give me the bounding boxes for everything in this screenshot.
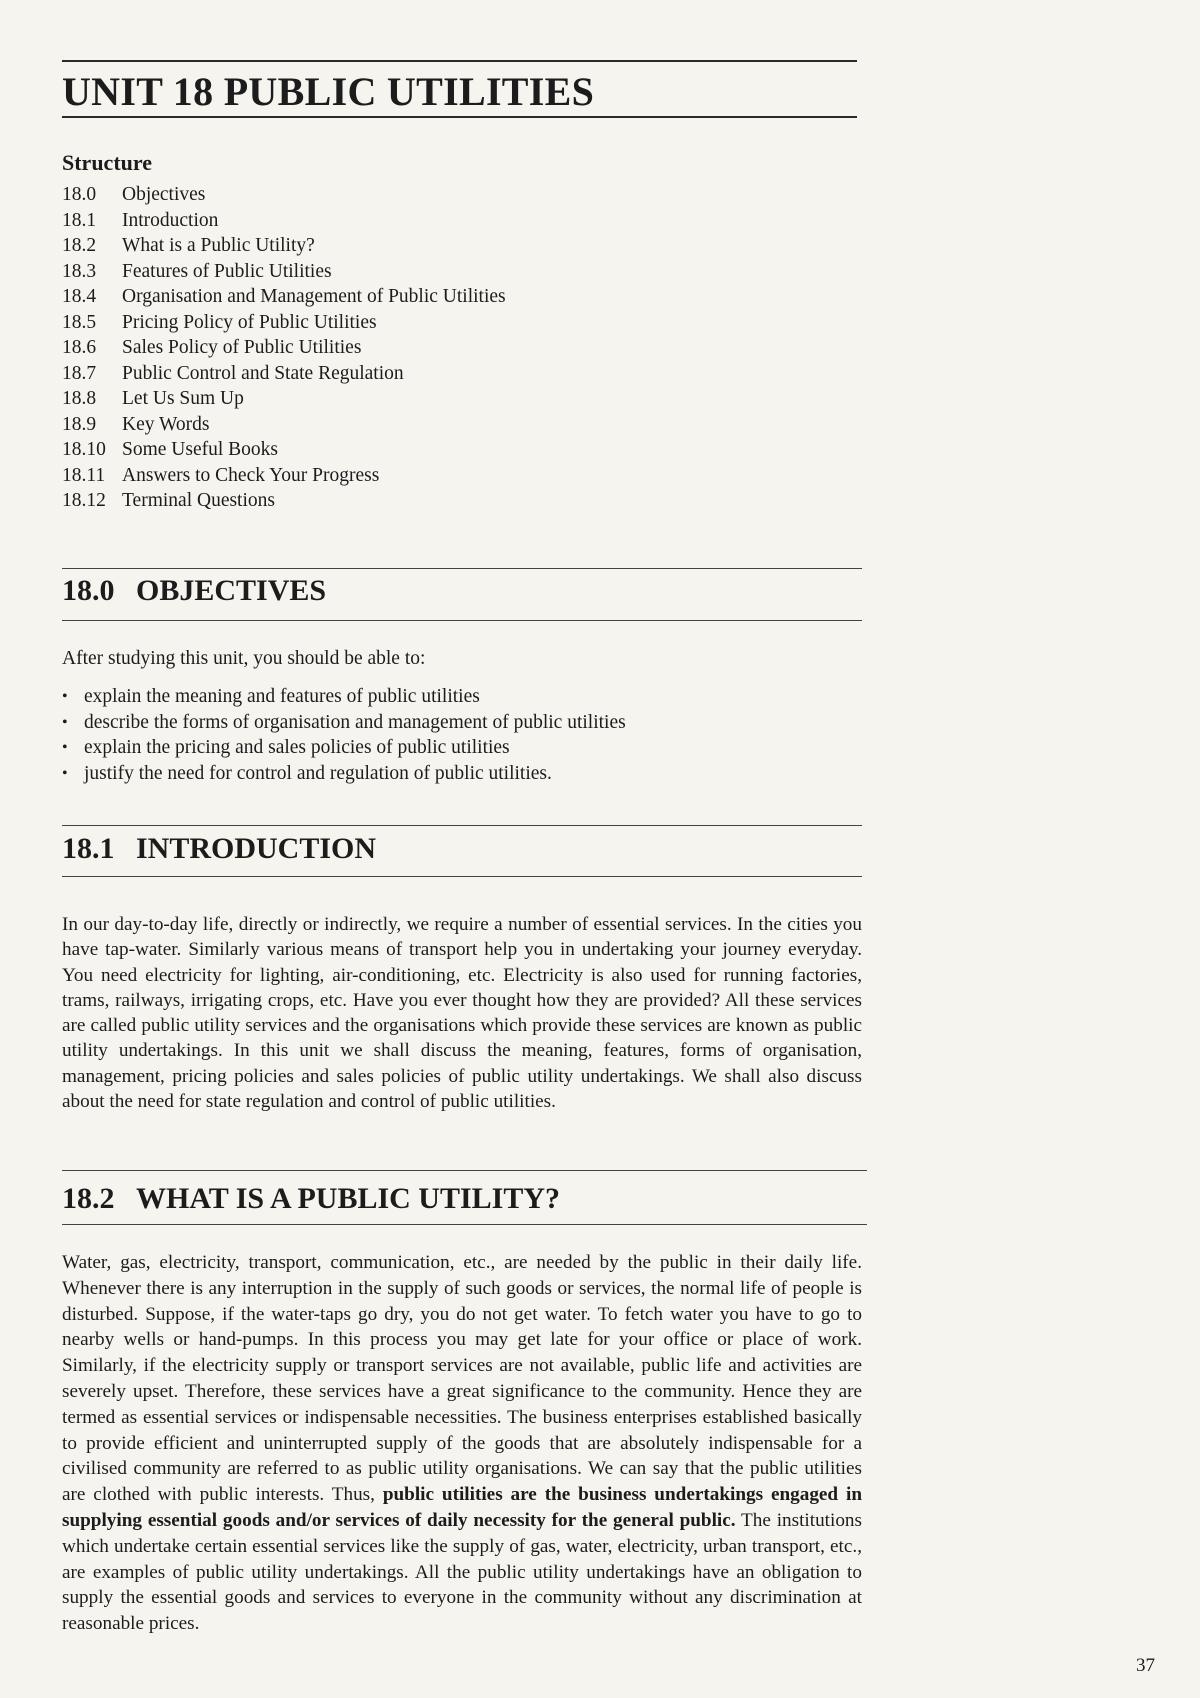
- objectives-bottom-rule: [62, 620, 862, 621]
- objective-item: [62, 710, 762, 736]
- structure-item-number: 18.1: [62, 209, 97, 231]
- structure-item-number: 18.6: [62, 337, 97, 358]
- public-utility-bottom-rule: [62, 1224, 867, 1225]
- introduction-title: INTRODUCTION: [136, 832, 377, 865]
- structure-item-number: 18.10: [62, 439, 106, 460]
- objective-item: [62, 684, 762, 710]
- structure-item-number: 18.5: [62, 311, 97, 333]
- objective-text: explain the pricing and sales policies of public utilities: [84, 737, 510, 758]
- structure-item-label: Let Us Sum Up: [122, 388, 244, 409]
- structure-item: [62, 310, 662, 336]
- public-utility-title: WHAT IS A PUBLIC UTILITY?: [136, 1182, 561, 1215]
- structure-item-label: Organisation and Management of Public Utilities: [122, 286, 506, 307]
- structure-item-number: 18.11: [62, 464, 106, 486]
- structure-item-label: Public Control and State Regulation: [122, 362, 404, 384]
- structure-item-number: 18.9: [62, 413, 97, 435]
- introduction-bottom-rule: [62, 876, 862, 877]
- structure-item-number: 18.0: [62, 184, 97, 205]
- structure-item-label: What is a Public Utility?: [122, 235, 315, 256]
- objective-text: justify the need for control and regulation of public utilities.: [84, 762, 552, 784]
- structure-item: [62, 208, 662, 234]
- structure-item-label: Objectives: [122, 184, 206, 205]
- objectives-list: [62, 684, 762, 786]
- public-utility-paragraph: [62, 1250, 862, 1637]
- introduction-heading: [62, 832, 376, 866]
- structure-list: [62, 182, 662, 514]
- structure-heading: Structure: [62, 150, 153, 175]
- structure-item: [62, 412, 662, 438]
- structure-item: [62, 233, 662, 259]
- structure-item-number: 18.4: [62, 286, 97, 307]
- structure-item-number: 18.12: [62, 490, 106, 511]
- public-utility-text-part1: Water, gas, electricity, transport, communication, etc., are needed by the public in their daily life. Whenever there is any interruption in the supply of such goods or services, the normal life of people is disturbed. Suppose, if the water-taps go dry, you do not get water. To fetch water you have to go to nearby wells or hand-pumps. In this process you may get late for your office or place of work. Similarly, if the electricity supply or transport services are not available, public life and activities are severely upset. Therefore, these services have a great significance to the community. Hence they are termed as essential services or indispensable necessities. The business enterprises established basically to provide efficient and uninterrupted supply of the goods that are absolutely indispensable for a civilised community are referred to as public utility organisations. We can say that the public utilities are clothed with public interests. Thus,: [62, 1252, 862, 1506]
- objective-item: [62, 761, 762, 787]
- title-top-rule: [62, 60, 857, 62]
- introduction-number: 18.1: [62, 832, 115, 865]
- structure-item: [62, 259, 662, 285]
- structure-item-label: Some Useful Books: [122, 439, 278, 460]
- structure-item-label: Sales Policy of Public Utilities: [122, 337, 362, 358]
- structure-item-label: Features of Public Utilities: [122, 260, 332, 282]
- objectives-intro: After studying this unit, you should be able to:: [62, 648, 426, 669]
- structure-item: [62, 386, 662, 412]
- bullet-icon: •: [62, 688, 68, 705]
- objectives-top-rule: [62, 568, 862, 569]
- structure-item: [62, 437, 662, 463]
- structure-item-label: Pricing Policy of Public Utilities: [122, 311, 377, 333]
- structure-item-label: Terminal Questions: [122, 490, 275, 511]
- objective-text: describe the forms of organisation and management of public utilities: [84, 711, 626, 733]
- public-utility-heading: [62, 1182, 560, 1216]
- public-utility-top-rule: [62, 1170, 867, 1171]
- bullet-icon: •: [62, 764, 68, 782]
- public-utility-definition: public utilities are the business undertakings engaged in supplying essential goods and/or services of daily necessity for the general public.: [62, 1484, 862, 1531]
- introduction-paragraph: In our day-to-day life, directly or indirectly, we require a number of essential services. In the cities you have tap-water. Similarly various means of transport help you in undertaking your journey everyday. You need electricity for lighting, air-conditioning, etc. Electricity is also used for running factories, trams, railways, irrigating crops, etc. Have you ever thought how they are provided? All these services are called public utility services and the organisations which provide these services are known as public utility undertakings. In this unit we shall discuss the meaning, features, forms of organisation, management, pricing policies and sales policies of public utility undertakings. We shall also discuss about the need for state regulation and control of public utilities.: [62, 914, 862, 1113]
- structure-item-number: 18.3: [62, 260, 97, 282]
- bullet-icon: •: [62, 713, 68, 731]
- title-bottom-rule: [62, 116, 857, 118]
- structure-item-number: 18.2: [62, 235, 97, 256]
- structure-item: [62, 182, 662, 208]
- unit-title: UNIT 18 PUBLIC UTILITIES: [62, 69, 595, 114]
- structure-item: [62, 488, 662, 514]
- structure-item: [62, 284, 662, 310]
- structure-item-number: 18.7: [62, 362, 97, 384]
- objectives-number: 18.0: [62, 574, 115, 607]
- page-number: 37: [1136, 1655, 1155, 1676]
- objectives-title: OBJECTIVES: [136, 574, 327, 607]
- objectives-heading: [62, 574, 326, 608]
- structure-item-label: Key Words: [122, 413, 210, 435]
- structure-item-label: Introduction: [122, 209, 219, 231]
- structure-item: [62, 361, 662, 387]
- structure-item-label: Answers to Check Your Progress: [122, 464, 380, 486]
- introduction-top-rule: [62, 825, 862, 826]
- structure-item: [62, 463, 662, 489]
- bullet-icon: •: [62, 739, 68, 756]
- public-utility-text-part2: The institutions which undertake certain essential services like the supply of gas, water, electricity, urban transport, etc., are examples of public utility undertakings. All the public utility undertakings have an obligation to supply the essential goods and services to everyone in the community without any discrimination at reasonable prices.: [62, 1509, 862, 1635]
- structure-item: [62, 335, 662, 361]
- objective-text: explain the meaning and features of public utilities: [84, 686, 480, 707]
- objective-item: [62, 735, 762, 761]
- structure-item-number: 18.8: [62, 388, 97, 409]
- public-utility-number: 18.2: [62, 1182, 115, 1215]
